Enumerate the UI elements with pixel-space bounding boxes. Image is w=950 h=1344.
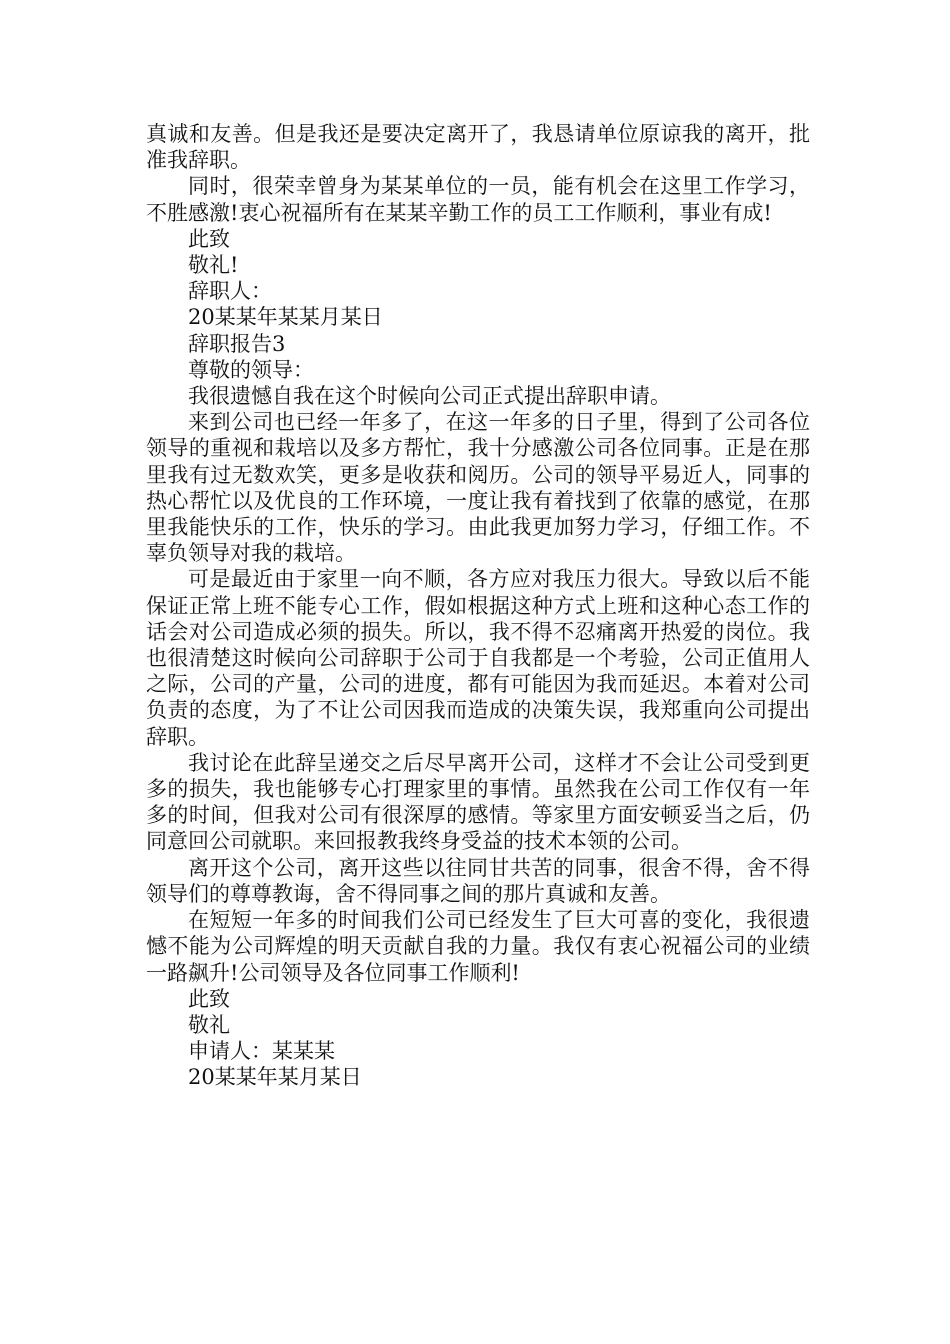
paragraph-continuation: 真诚和友善。但是我还是要决定离开了，我恳请单位原谅我的离开，批准我辞职。: [146, 122, 810, 173]
paragraph-farewell: 离开这个公司，离开这些以往同甘共苦的同事，很舍不得，舍不得领导们的尊尊教诲，舍不得同事之间的那片真诚和友善。: [146, 855, 810, 906]
signature-date: 20某某年某某月某日: [188, 305, 383, 330]
paragraph-intro: 我很遗憾自我在这个时候向公司正式提出辞职申请。: [188, 384, 671, 409]
paragraph-plan: 我讨论在此辞呈递交之后尽早离开公司，这样才不会让公司受到更多的损失，我也能够专心打理家里的事情。虽然我在公司工作仅有一年多的时间，但我对公司有很深厚的感情。等家里方面安顿妥当之后，仍同意回公司就职。来回报教我终身受益的技术本领的公司。: [146, 750, 810, 854]
paragraph-reason: 可是最近由于家里一向不顺，各方应对我压力很大。导致以后不能保证正常上班不能专心工作，假如根据这种方式上班和这种心态工作的话会对公司造成必须的损失。所以，我不得不忍痛离开热爱的岗位。我也很清楚这时候向公司辞职于公司于自我都是一个考验，公司正值用人之际，公司的产量，公司的进度，都有可能因为我而延迟。本着对公司负责的态度，为了不让公司因我而造成的决策失误，我郑重向公司提出辞职。: [146, 567, 810, 749]
paragraph-experience: 来到公司也已经一年多了，在这一年多的日子里，得到了公司各位领导的重视和栽培以及多方帮忙，我十分感激公司各位同事。正是在那里我有过无数欢笑，更多是收获和阅历。公司的领导平易近人，同事的热心帮忙以及优良的工作环境，一度让我有着找到了依靠的感觉，在那里我能快乐的工作，快乐的学习。由此我更加努力学习，仔细工作。不辜负领导对我的栽培。: [146, 410, 810, 566]
closing-salutation-2: 此致: [188, 986, 230, 1011]
closing-regards-2: 敬礼: [188, 1012, 230, 1037]
application-date: 20某某年某月某日: [188, 1065, 362, 1090]
closing-regards: 敬礼!: [188, 253, 239, 278]
section-heading: 辞职报告3: [188, 331, 286, 356]
document-page: [146, 121, 810, 1091]
signature-label: 辞职人：: [188, 279, 272, 304]
applicant-signature: 申请人：某某某: [188, 1039, 335, 1064]
closing-salutation: 此致: [188, 226, 230, 251]
paragraph-gratitude: 同时，很荣幸曾身为某某单位的一员，能有机会在这里工作学习，不胜感激!衷心祝福所有在某某辛勤工作的员工工作顺利，事业有成!: [146, 174, 810, 225]
paragraph-wishes: 在短短一年多的时间我们公司已经发生了巨大可喜的变化，我很遗憾不能为公司辉煌的明天贡献自我的力量。我仅有衷心祝福公司的业绩一路飙升!公司领导及各位同事工作顺利!: [146, 908, 810, 985]
letter-greeting: 尊敬的领导：: [188, 357, 314, 382]
